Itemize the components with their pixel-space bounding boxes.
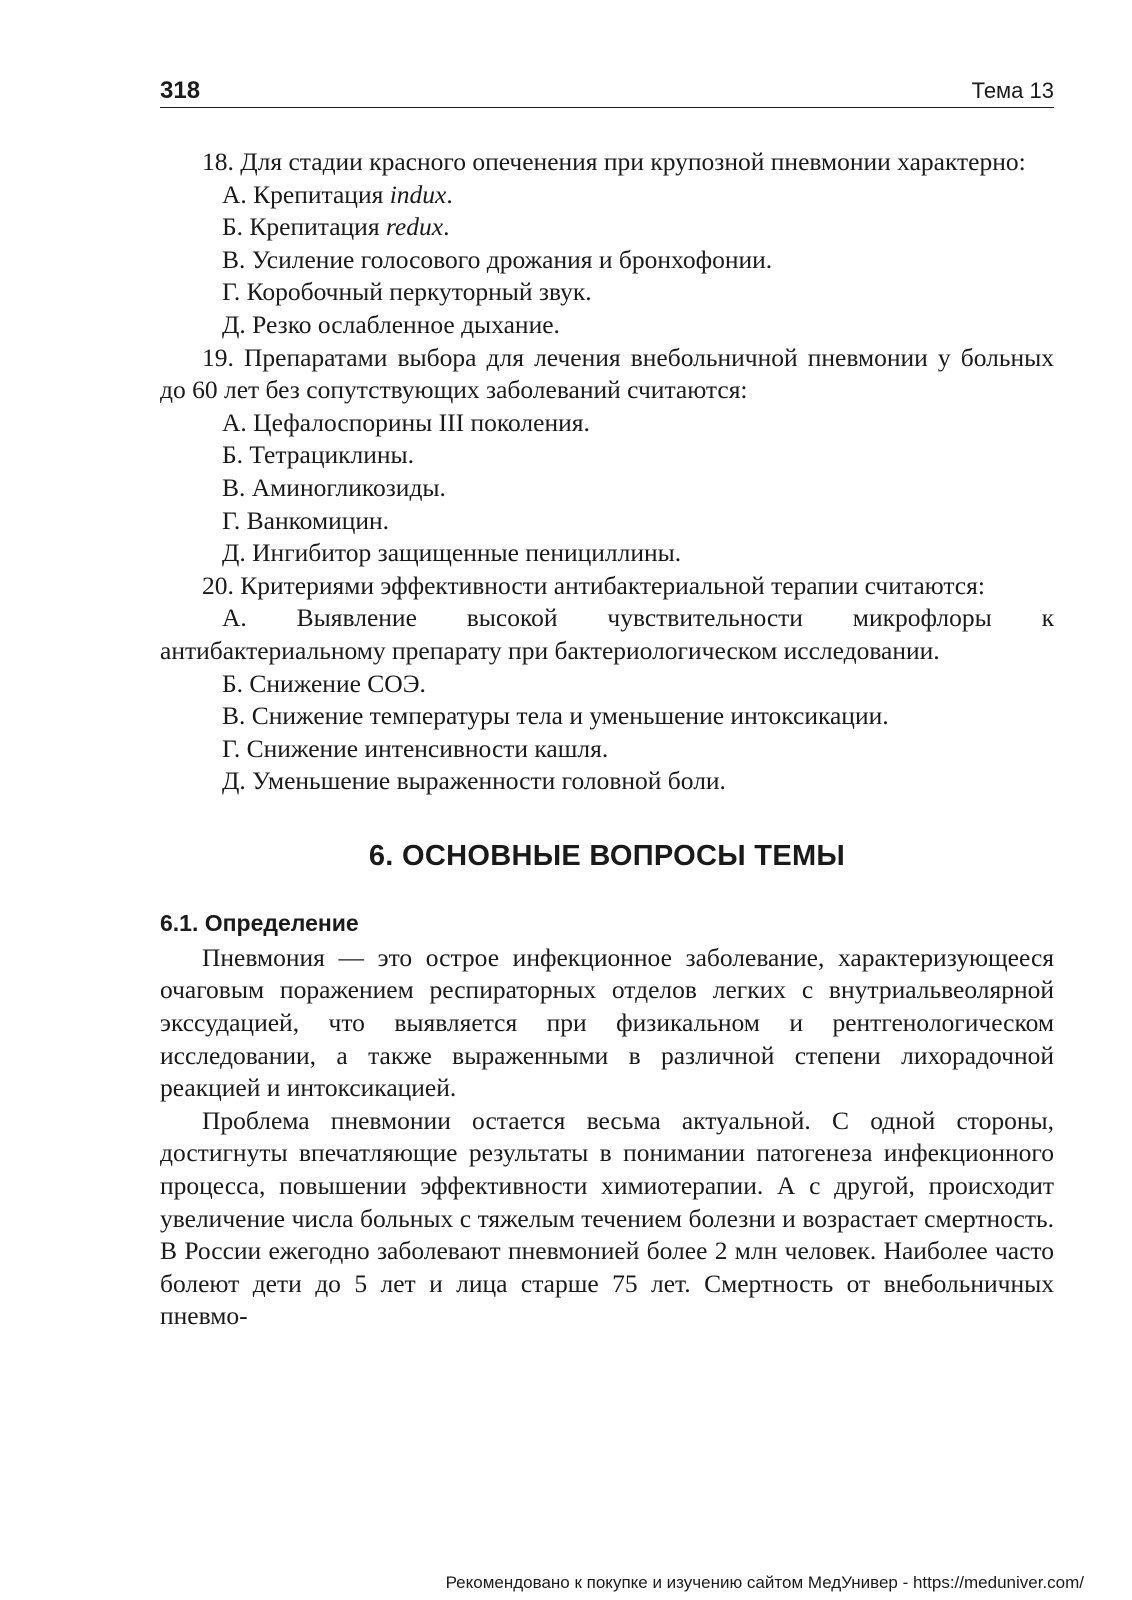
book-page [160,76,1054,1333]
subsection-title: 6.1. Определение [160,909,359,936]
running-title: Тема 13 [971,78,1054,103]
page-header [160,76,1054,110]
footer-link[interactable]: Рекомендовано к покупке и изучению сайтом МедУнивер - https://meduniver.com/ [445,1573,1084,1592]
answer-option: В. Аминогликозиды. [222,472,446,502]
answer-option: Б. Крепитация redux. [222,212,450,242]
paragraph: Проблема пневмонии остается весьма актуальной. С одной стороны, достигнуты впечатляющие результаты в понимании патогенеза инфекционного процесса, повышении эффективности химиотерапии. А с другой, происходит увеличение числа больных с тяжелым течением болезни и возрастает смертность. В России ежегодно заболевают пневмонией более 2 млн человек. Наиболее часто болеют дети до 5 лет и лица старше 75 лет. Смертность от внебольничных пневмо- [160,1105,1054,1331]
test-questions [160,146,1054,798]
answer-option: Б. Тетрациклины. [222,440,415,470]
answer-option: Д. Уменьшение выраженности головной боли. [222,766,726,796]
answer-option: Г. Коробочный перкуторный звук. [222,277,592,307]
answer-option: Г. Снижение интенсивности кашля. [222,733,609,763]
section-title: 6. ОСНОВНЫЕ ВОПРОСЫ ТЕМЫ [368,839,846,872]
paragraph: Пневмония — это острое инфекционное заболевание, характеризующееся очаговым поражением респираторных отделов легких с внутриальвеолярной экссудацией, что выявляется при физикальном и рентгенологическом исследовании, а также выраженными в различной степени лихорадочной реакцией и интоксикацией. [160,942,1054,1103]
answer-option: В. Снижение температуры тела и уменьшение интоксикации. [222,701,889,731]
question-text: 18. Для стадии красного опеченения при крупозной пневмонии характерно: [202,147,1026,176]
answer-option: Д. Резко ослабленное дыхание. [222,309,560,339]
header-rule [160,107,1054,108]
answer-option: А. Крепитация indux. [222,179,453,209]
answer-option: Д. Ингибитор защищенные пенициллины. [222,538,682,568]
question-18 [160,146,1054,342]
section-body [160,942,1054,1333]
answer-option: А. Выявление высокой чувствительности микрофлоры к антибактериальному препарату при бактериологическом исследовании. [160,603,1054,665]
question-text: 19. Препаратами выбора для лечения внебольничной пневмонии у больных до 60 лет без сопутствующих заболеваний считаются: [160,342,1054,405]
page-number: 318 [160,77,201,104]
question-20 [160,570,1054,798]
answer-option: Г. Ванкомицин. [222,505,390,535]
answer-option: В. Усиление голосового дрожания и бронхофонии. [222,244,773,274]
answer-option: Б. Снижение СОЭ. [222,668,426,698]
question-text: 20. Критериями эффективности антибактериальной терапии считаются: [202,570,985,600]
answer-option: А. Цефалоспорины III поколения. [222,407,590,437]
question-19 [160,342,1054,570]
